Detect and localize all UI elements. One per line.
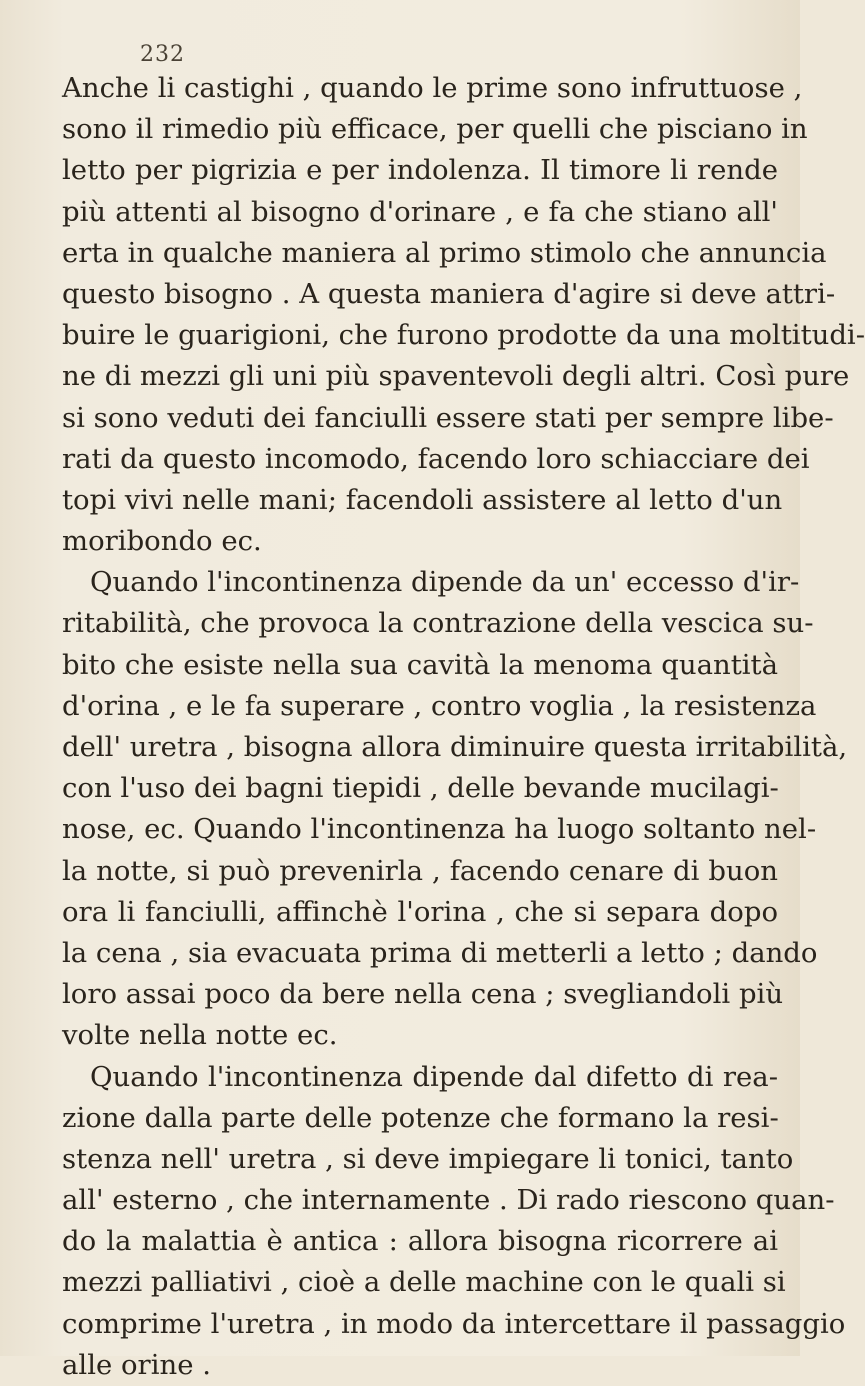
text-line: bito che esiste nella sua cavità la menoma quantità xyxy=(62,648,778,681)
text-line: volte nella notte ec. xyxy=(62,1019,338,1052)
text-line: moribondo ec. xyxy=(62,525,262,558)
text-line: Quando l'incontinenza dipende dal difetto di rea- xyxy=(90,1060,778,1093)
text-line: si sono veduti dei fanciulli essere stati per sempre libe- xyxy=(62,401,834,434)
text-line: d'orina , e le fa superare , contro voglia , la resistenza xyxy=(62,689,817,722)
text-line: ora li fanciulli, affinchè l'orina , che si separa dopo xyxy=(62,895,778,928)
text-line: questo bisogno . A questa maniera d'agire si deve attri- xyxy=(62,277,836,310)
text-line: comprime l'uretra , in modo da intercettare il passaggio xyxy=(62,1307,846,1340)
text-line: Anche li castighi , quando le prime sono infruttuose , xyxy=(62,72,803,104)
body-text xyxy=(62,68,865,1386)
text-line: do la malattia è antica : allora bisogna ricorrere ai xyxy=(62,1225,778,1258)
text-line: ne di mezzi gli uni più spaventevoli degli altri. Così pure xyxy=(62,360,850,393)
text-line: nose, ec. Quando l'incontinenza ha luogo soltanto nel- xyxy=(62,813,817,846)
text-line: mezzi palliativi , cioè a delle machine con le quali si xyxy=(62,1266,786,1299)
text-line: loro assai poco da bere nella cena ; svegliandoli più xyxy=(62,978,784,1011)
text-line: dell' uretra , bisogna allora diminuire questa irritabilità, xyxy=(62,731,848,763)
page-number: 232 xyxy=(140,42,185,67)
text-line: più attenti al bisogno d'orinare , e fa che stiano all' xyxy=(62,195,778,228)
text-line: sono il rimedio più efficace, per quelli che pisciano in xyxy=(62,113,808,146)
text-line: zione dalla parte delle potenze che formano la resi- xyxy=(62,1101,779,1134)
text-line: Quando l'incontinenza dipende da un' eccesso d'ir- xyxy=(90,566,800,599)
text-line: buire le guarigioni, che furono prodotte da una moltitudi- xyxy=(62,319,865,352)
text-line: letto per pigrizia e per indolenza. Il timore li rende xyxy=(62,154,778,187)
text-line: stenza nell' uretra , si deve impiegare li tonici, tanto xyxy=(62,1142,794,1175)
text-line: erta in qualche maniera al primo stimolo che annuncia xyxy=(62,236,827,269)
text-line: ritabilità, che provoca la contrazione della vescica su- xyxy=(62,607,814,640)
text-line: rati da questo incomodo, facendo loro schiacciare dei xyxy=(62,442,810,475)
text-line: alle orine . xyxy=(62,1348,211,1381)
text-line: topi vivi nelle mani; facendoli assistere al letto d'un xyxy=(62,483,783,516)
text-line: la notte, si può prevenirla , facendo cenare di buon xyxy=(62,854,778,887)
text-line: all' esterno , che internamente . Di rado riescono quan- xyxy=(62,1184,835,1217)
text-line: con l'uso dei bagni tiepidi , delle bevande mucilagi- xyxy=(62,772,779,805)
text-line: la cena , sia evacuata prima di metterli a letto ; dando xyxy=(62,936,818,969)
